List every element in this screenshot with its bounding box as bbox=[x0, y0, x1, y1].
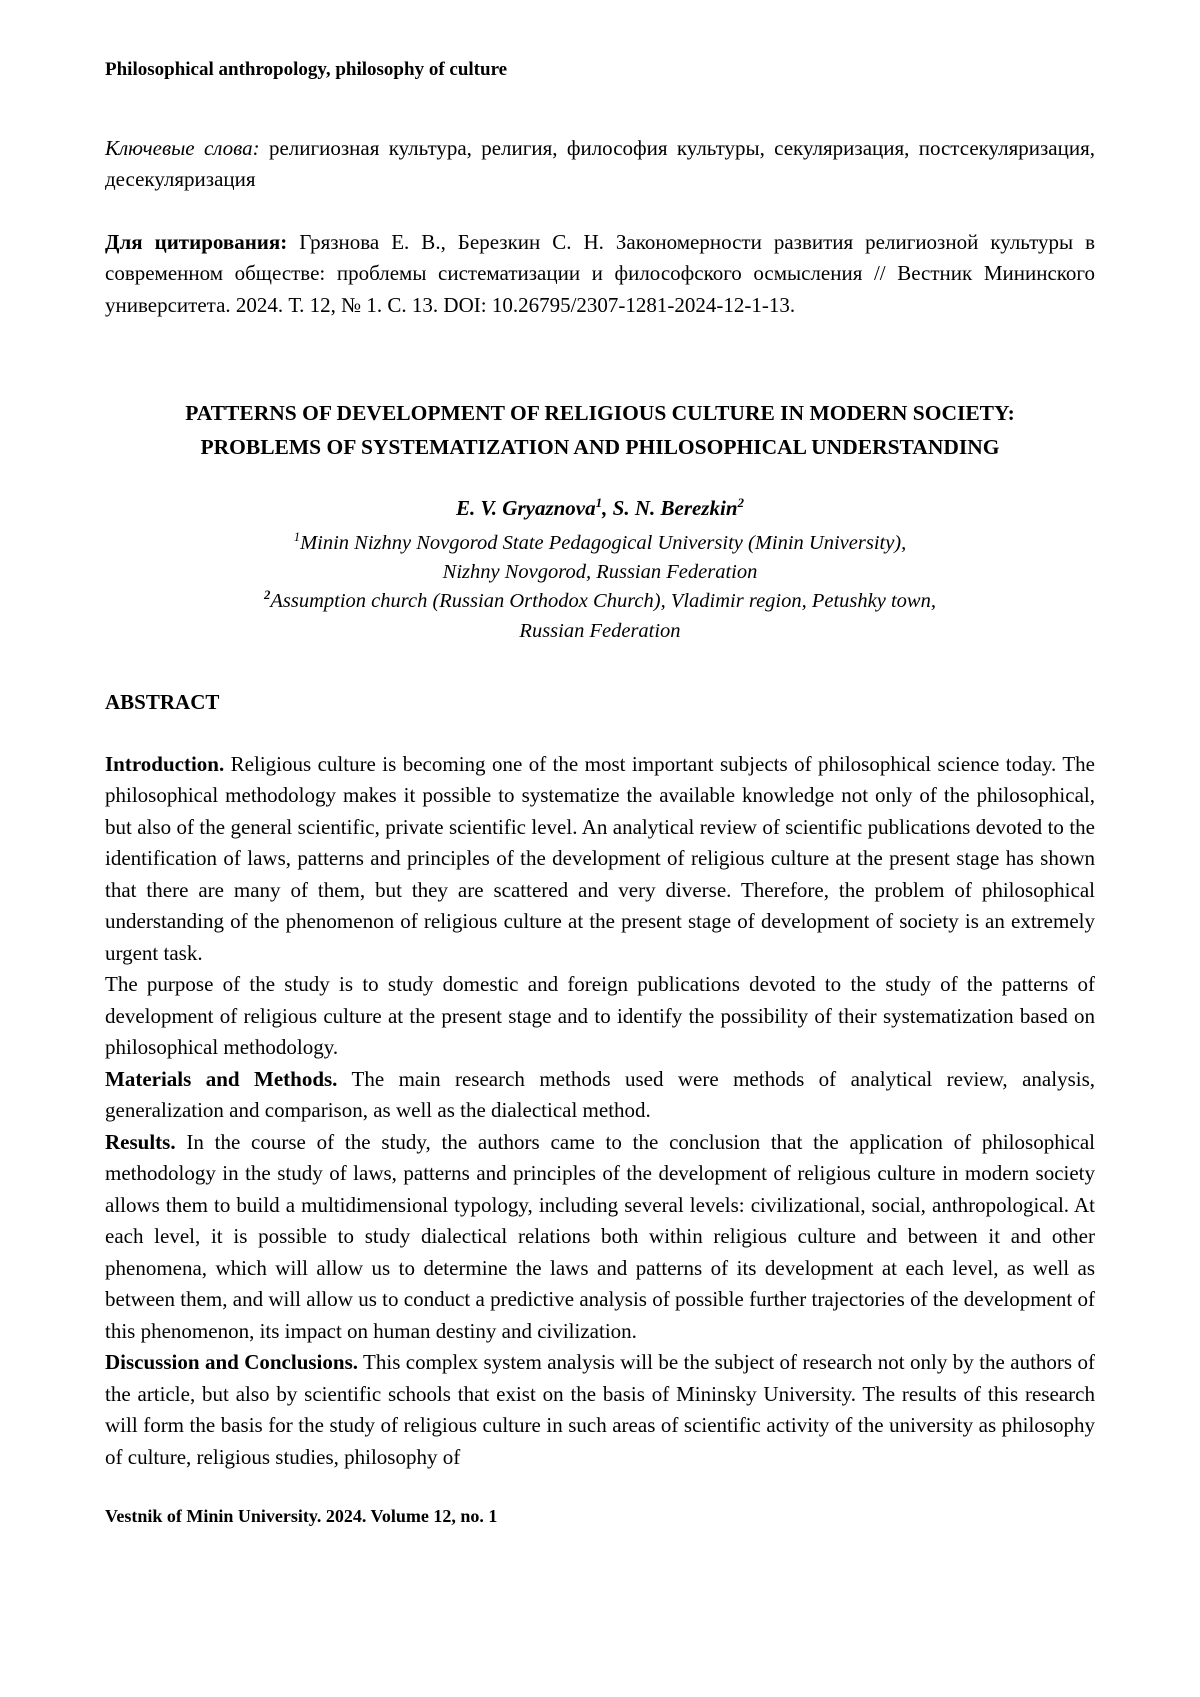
affiliation-line-4 bbox=[105, 617, 1095, 646]
abstract-paragraph-results bbox=[105, 1127, 1095, 1348]
author-affiliation-marker-2: 2 bbox=[737, 494, 745, 510]
paragraph-lead: Materials and Methods. bbox=[105, 1066, 338, 1091]
abstract-body bbox=[105, 749, 1095, 1474]
article-title-line-2: PROBLEMS OF SYSTEMATIZATION AND PHILOSOPHICAL UNDERSTANDING bbox=[200, 434, 1000, 459]
paragraph-text: The main research methods used were methods of analytical review, analysis, generalization and comparison, as well as the dialectical method. bbox=[105, 1066, 1096, 1123]
authors-separator: , bbox=[602, 495, 613, 520]
affiliation-marker-2: 2 bbox=[264, 588, 271, 603]
affiliation-text-2: Nizhny Novgorod, Russian Federation bbox=[442, 561, 758, 584]
affiliation-line-2 bbox=[105, 558, 1095, 587]
paragraph-lead: Discussion and Conclusions. bbox=[105, 1350, 358, 1375]
article-title-line-1: PATTERNS OF DEVELOPMENT OF RELIGIOUS CULTURE IN MODERN SOCIETY: bbox=[185, 401, 1015, 426]
journal-footer: Vestnik of Minin University. 2024. Volume 12, no. 1 bbox=[105, 1506, 498, 1526]
keywords-text: религиозная культура, религия, философия культуры, секуляризация, постсекуляризация, десекуляризация bbox=[105, 135, 1096, 192]
abstract-heading: ABSTRACT bbox=[105, 689, 220, 714]
keywords-label: Ключевые слова: bbox=[105, 135, 260, 160]
paragraph-text: This complex system analysis will be the subject of research not only by the authors of the article, but also by scientific schools that exist on the basis of Mininsky University. The results of this research will form the basis for the study of religious culture in such areas of scientific activity of the university as philosophy of culture, religious studies, philosophy of bbox=[105, 1350, 1095, 1469]
paragraph-text: The purpose of the study is to study domestic and foreign publications devoted to the study of the patterns of development of religious culture at the present stage and to identify the possibility of their systematization based on philosophical methodology. bbox=[105, 972, 1095, 1060]
affiliations bbox=[105, 529, 1095, 645]
paragraph-lead: Results. bbox=[105, 1129, 176, 1154]
affiliation-marker-1: 1 bbox=[293, 530, 301, 545]
affiliation-line-3 bbox=[105, 587, 1095, 616]
abstract-paragraph-materials-methods bbox=[105, 1064, 1095, 1127]
abstract-paragraph-discussion-conclusions bbox=[105, 1347, 1095, 1473]
citation-label: Для цитирования: bbox=[105, 229, 288, 254]
citation-text: Грязнова Е. В., Березкин С. Н. Закономерности развития религиозной культуры в современном обществе: проблемы систематизации и философского осмысления // Вестник Мининского университета. 2024. Т. 12, № 1. С. 13. DOI: 10.26795/2307-1281-2024-12-1-13. bbox=[105, 229, 1095, 317]
affiliation-text-4: Russian Federation bbox=[519, 619, 681, 642]
running-head: Philosophical anthropology, philosophy of culture bbox=[105, 59, 508, 80]
author-affiliation-marker-1: 1 bbox=[595, 494, 603, 510]
citation-paragraph bbox=[105, 227, 1095, 322]
abstract-paragraph-introduction bbox=[105, 749, 1095, 970]
keywords-paragraph bbox=[105, 133, 1095, 196]
paragraph-text: Religious culture is becoming one of the most important subjects of philosophical science today. The philosophical methodology makes it possible to systematize the available knowledge not only of the philosophical, but also of the general scientific, private scientific level. An analytical review of scientific publications devoted to the identification of laws, patterns and principles of the development of religious culture at the present stage has shown that there are many of them, but they are scattered and very diverse. Therefore, the problem of philosophical understanding of the phenomenon of religious culture at the present stage of development of society is an extremely urgent task. bbox=[105, 751, 1095, 965]
affiliation-text-1: Minin Nizhny Novgorod State Pedagogical University (Minin University), bbox=[300, 532, 907, 555]
author-name-2: S. N. Berezkin bbox=[612, 495, 738, 520]
abstract-paragraph-purpose bbox=[105, 969, 1095, 1064]
paragraph-lead: Introduction. bbox=[105, 751, 225, 776]
article-title bbox=[105, 397, 1095, 464]
author-name-1: E. V. Gryaznova bbox=[455, 495, 596, 520]
paragraph-text: In the course of the study, the authors came to the conclusion that the application of philosophical methodology in the study of laws, patterns and principles of the development of religious culture in modern society allows them to build a multidimensional typology, including several levels: civilizational, social, anthropological. At each level, it is possible to study dialectical relations both within religious culture and between it and other phenomena, which will allow us to determine the laws and patterns of its development at each level, as well as between them, and will allow us to conduct a predictive analysis of possible further trajectories of the development of this phenomenon, its impact on human destiny and civilization. bbox=[105, 1129, 1096, 1343]
authors-line bbox=[105, 494, 1095, 523]
affiliation-text-3: Assumption church (Russian Orthodox Church), Vladimir region, Petushky town, bbox=[270, 590, 936, 613]
affiliation-line-1 bbox=[105, 529, 1095, 558]
